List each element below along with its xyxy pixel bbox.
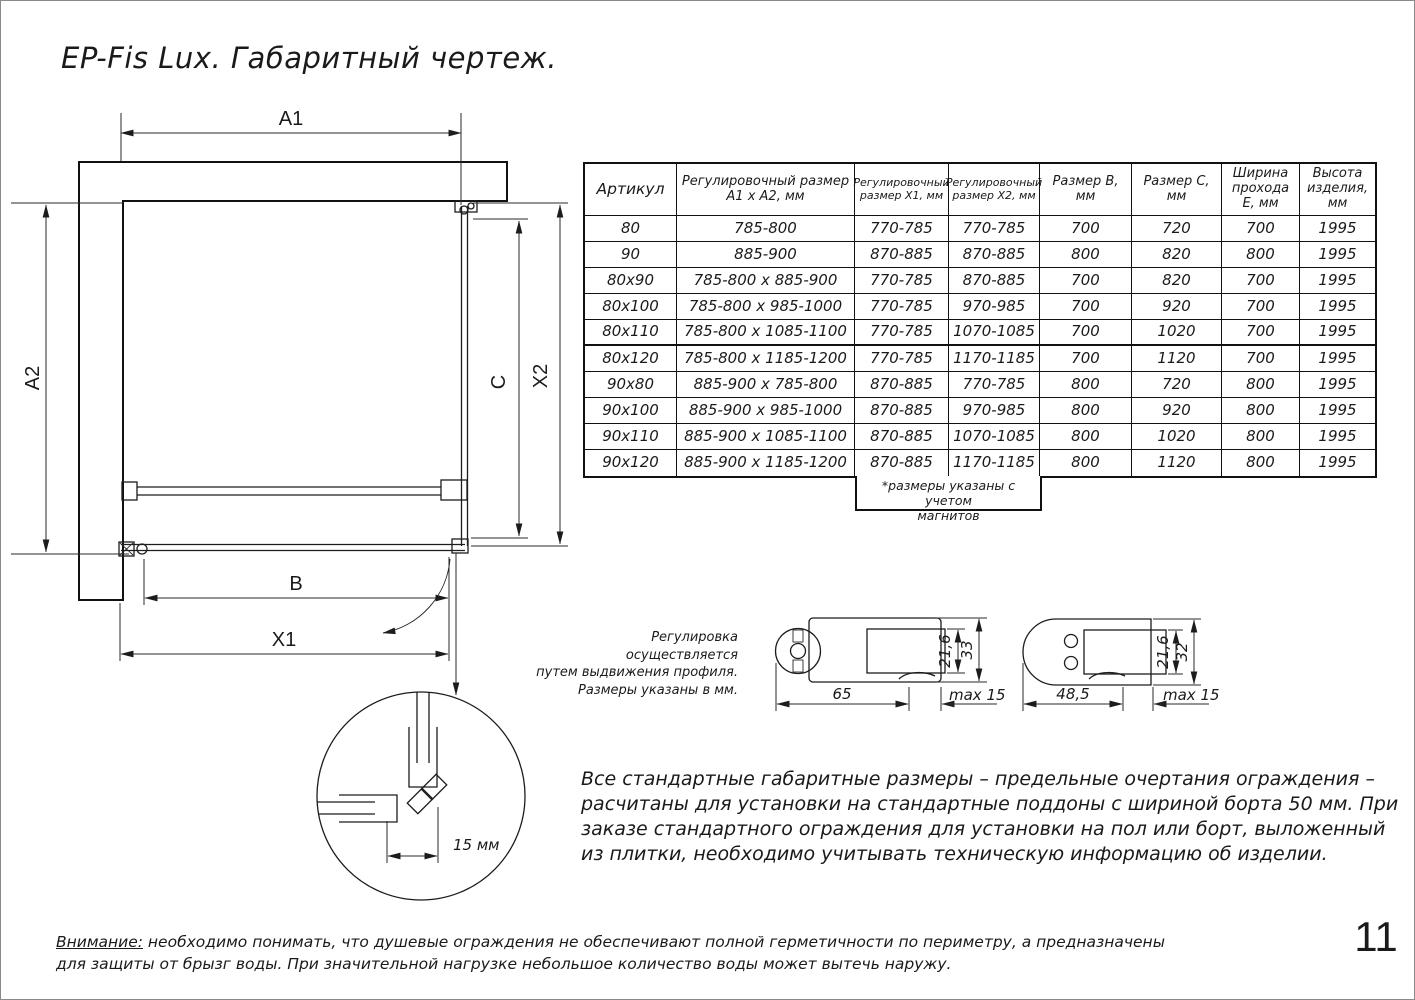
table-cell: 800 bbox=[1040, 372, 1132, 398]
table-header-height: Высота изделия, мм bbox=[1300, 164, 1375, 216]
table-cell: 1995 bbox=[1300, 372, 1375, 398]
table-cell: 90 bbox=[585, 242, 677, 268]
table-cell: 885-900 bbox=[677, 242, 855, 268]
profile-section-2 bbox=[1023, 619, 1220, 711]
table-header-e: Ширина прохода Е, мм bbox=[1222, 164, 1300, 216]
table-cell: 700 bbox=[1040, 268, 1132, 294]
dim-label-a2: A2 bbox=[22, 365, 44, 391]
dim-label-b: B bbox=[289, 573, 303, 595]
table-cell: 90х100 bbox=[585, 398, 677, 424]
table-cell: 800 bbox=[1040, 398, 1132, 424]
table-cell: 870-885 bbox=[855, 398, 949, 424]
table-cell: 770-785 bbox=[855, 268, 949, 294]
profile2-width-label: 48,5 bbox=[1056, 685, 1090, 703]
table-cell: 1170-1185 bbox=[949, 450, 1040, 476]
table-cell: 885-900 х 1085-1100 bbox=[677, 424, 855, 450]
main-text-line3: заказе стандартного ограждения для установки на пол или борт, выложенный bbox=[581, 818, 1386, 840]
table-cell: 870-885 bbox=[855, 450, 949, 476]
table-cell: 1120 bbox=[1132, 450, 1222, 476]
table-cell: 90х80 bbox=[585, 372, 677, 398]
adjustment-note-line1: Регулировка осуществляется bbox=[625, 630, 738, 663]
table-cell: 970-985 bbox=[949, 294, 1040, 320]
page-title: EP-Fis Lux. Габаритный чертеж. bbox=[61, 41, 558, 75]
table-footnote-line1: *размеры указаны с учетом bbox=[881, 478, 1016, 508]
table-cell: 770-785 bbox=[855, 320, 949, 346]
table-cell: 1120 bbox=[1132, 346, 1222, 372]
plan-view-walls bbox=[79, 162, 507, 600]
table-cell: 1170-1185 bbox=[949, 346, 1040, 372]
dim-label-x1: X1 bbox=[271, 629, 297, 651]
table-header-b: Размер В, мм bbox=[1040, 164, 1132, 216]
table-cell: 800 bbox=[1222, 424, 1300, 450]
table-cell: 970-985 bbox=[949, 398, 1040, 424]
table-cell: 700 bbox=[1040, 346, 1132, 372]
warning-label: Внимание: bbox=[56, 933, 143, 951]
table-cell: 700 bbox=[1222, 320, 1300, 346]
profile2-outer-height-label: 32 bbox=[1173, 642, 1191, 662]
table-cell: 870-885 bbox=[949, 268, 1040, 294]
profile2-inner-height-label: 21,6 bbox=[1154, 635, 1172, 669]
table-cell: 800 bbox=[1222, 372, 1300, 398]
table-header-a1a2: Регулировочный размер А1 х А2, мм bbox=[677, 164, 855, 216]
warning-line1: необходимо понимать, что душевые ограждения не обеспечивают полной герметичности по периметру, а предназначены bbox=[143, 933, 1165, 951]
table-cell: 770-785 bbox=[949, 216, 1040, 242]
table-cell: 800 bbox=[1222, 450, 1300, 476]
table-cell: 785-800 bbox=[677, 216, 855, 242]
table-cell: 1995 bbox=[1300, 398, 1375, 424]
adjustment-note-line2: путем выдвижения профиля. bbox=[536, 665, 738, 680]
table-cell: 820 bbox=[1132, 242, 1222, 268]
profile1-outer-height-label: 33 bbox=[958, 640, 976, 660]
table-footnote bbox=[855, 476, 1042, 523]
table-cell: 920 bbox=[1132, 398, 1222, 424]
table-cell: 80 bbox=[585, 216, 677, 242]
table-cell: 90х110 bbox=[585, 424, 677, 450]
profile1-width-label: 65 bbox=[832, 685, 852, 703]
profile1-inner-height-label: 21,6 bbox=[936, 634, 954, 668]
table-cell: 785-800 х 1085-1100 bbox=[677, 320, 855, 346]
table-cell: 800 bbox=[1222, 242, 1300, 268]
table-cell: 870-885 bbox=[855, 242, 949, 268]
table-header-c: Размер С, мм bbox=[1132, 164, 1222, 216]
table-cell: 720 bbox=[1132, 372, 1222, 398]
table-cell: 1020 bbox=[1132, 320, 1222, 346]
table-cell: 800 bbox=[1040, 450, 1132, 476]
table-cell: 1995 bbox=[1300, 346, 1375, 372]
table-cell: 700 bbox=[1222, 294, 1300, 320]
table-cell: 800 bbox=[1222, 398, 1300, 424]
table-cell: 870-885 bbox=[855, 372, 949, 398]
page-number: 11 bbox=[1354, 913, 1398, 960]
table-cell: 700 bbox=[1222, 268, 1300, 294]
warning-line2: для защиты от брызг воды. При значительной нагрузке небольшое количество воды может вытечь наружу. bbox=[56, 954, 952, 973]
table-cell: 90х120 bbox=[585, 450, 677, 476]
table-cell: 885-900 х 1185-1200 bbox=[677, 450, 855, 476]
profile-section-1 bbox=[776, 618, 1006, 711]
profile2-max-label: max 15 bbox=[1163, 686, 1220, 704]
plan-view-dimensions bbox=[11, 108, 568, 661]
table-cell: 785-800 х 885-900 bbox=[677, 268, 855, 294]
table-cell: 80х90 bbox=[585, 268, 677, 294]
warning-text bbox=[56, 932, 1165, 975]
table-cell: 820 bbox=[1132, 268, 1222, 294]
dim-label-c: C bbox=[488, 374, 510, 390]
table-cell: 1995 bbox=[1318, 453, 1357, 472]
table-cell: 80х110 bbox=[585, 320, 677, 346]
table-cell: 770-785 bbox=[855, 294, 949, 320]
adjustment-note bbox=[536, 629, 738, 699]
table-cell: 870-885 bbox=[855, 424, 949, 450]
table-cell: 700 bbox=[1040, 216, 1132, 242]
table-cell: 800 bbox=[1040, 242, 1132, 268]
table-cell: 700 bbox=[1040, 294, 1132, 320]
dim-label-x2: X2 bbox=[530, 363, 552, 389]
table-cell: 800 bbox=[1040, 424, 1132, 450]
table-cell: 870-885 bbox=[949, 242, 1040, 268]
table-cell: 700 bbox=[1040, 320, 1132, 346]
main-text-line4: из плитки, необходимо учитывать техническую информацию об изделии. bbox=[581, 843, 1328, 865]
table-cell: 1995 bbox=[1300, 242, 1375, 268]
table-cell: 770-785 bbox=[855, 346, 949, 372]
profile1-max-label: max 15 bbox=[949, 686, 1006, 704]
table-cell: 1070-1085 bbox=[949, 424, 1040, 450]
table-cell: 700 bbox=[1222, 346, 1300, 372]
dim-label-a1: A1 bbox=[278, 108, 304, 130]
main-text-line2: расчитаны для установки на стандартные поддоны с шириной борта 50 мм. При bbox=[581, 793, 1399, 815]
table-header-x2: Регулировочный размер Х2, мм bbox=[949, 164, 1040, 216]
table-cell: 720 bbox=[1132, 216, 1222, 242]
table-header-articul: Артикул bbox=[585, 164, 677, 216]
table-cell: 700 bbox=[1222, 216, 1300, 242]
table-cell: 1995 bbox=[1300, 424, 1375, 450]
table-footnote-line2: магнитов bbox=[917, 508, 980, 523]
table-cell: 885-900 х 985-1000 bbox=[677, 398, 855, 424]
table-header-x1: Регулировочный размер Х1, мм bbox=[855, 164, 949, 216]
table-cell: 770-785 bbox=[949, 372, 1040, 398]
plan-view-glass bbox=[119, 201, 477, 695]
table-cell: 1995 bbox=[1300, 294, 1375, 320]
table-cell: 785-800 х 985-1000 bbox=[677, 294, 855, 320]
table-cell: 920 bbox=[1132, 294, 1222, 320]
main-text-line1: Все стандартные габаритные размеры – предельные очертания ограждения – bbox=[581, 768, 1375, 790]
dimensions-table bbox=[583, 162, 1377, 478]
table-cell: 80х100 bbox=[585, 294, 677, 320]
table-cell: 1995 bbox=[1300, 216, 1375, 242]
table-cell: 770-785 bbox=[855, 216, 949, 242]
main-text bbox=[581, 767, 1399, 867]
table-cell: 1020 bbox=[1132, 424, 1222, 450]
table-cell: 80х120 bbox=[585, 346, 677, 372]
table-cell: 1995 bbox=[1300, 320, 1375, 346]
detail-gap-label: 15 мм bbox=[453, 836, 500, 854]
table-cell: 1070-1085 bbox=[949, 320, 1040, 346]
detail-circle bbox=[315, 689, 525, 900]
adjustment-note-line3: Размеры указаны в мм. bbox=[578, 682, 738, 698]
table-cell: 785-800 х 1185-1200 bbox=[677, 346, 855, 372]
table-cell: 885-900 х 785-800 bbox=[677, 372, 855, 398]
table-cell: 1995 bbox=[1300, 268, 1375, 294]
